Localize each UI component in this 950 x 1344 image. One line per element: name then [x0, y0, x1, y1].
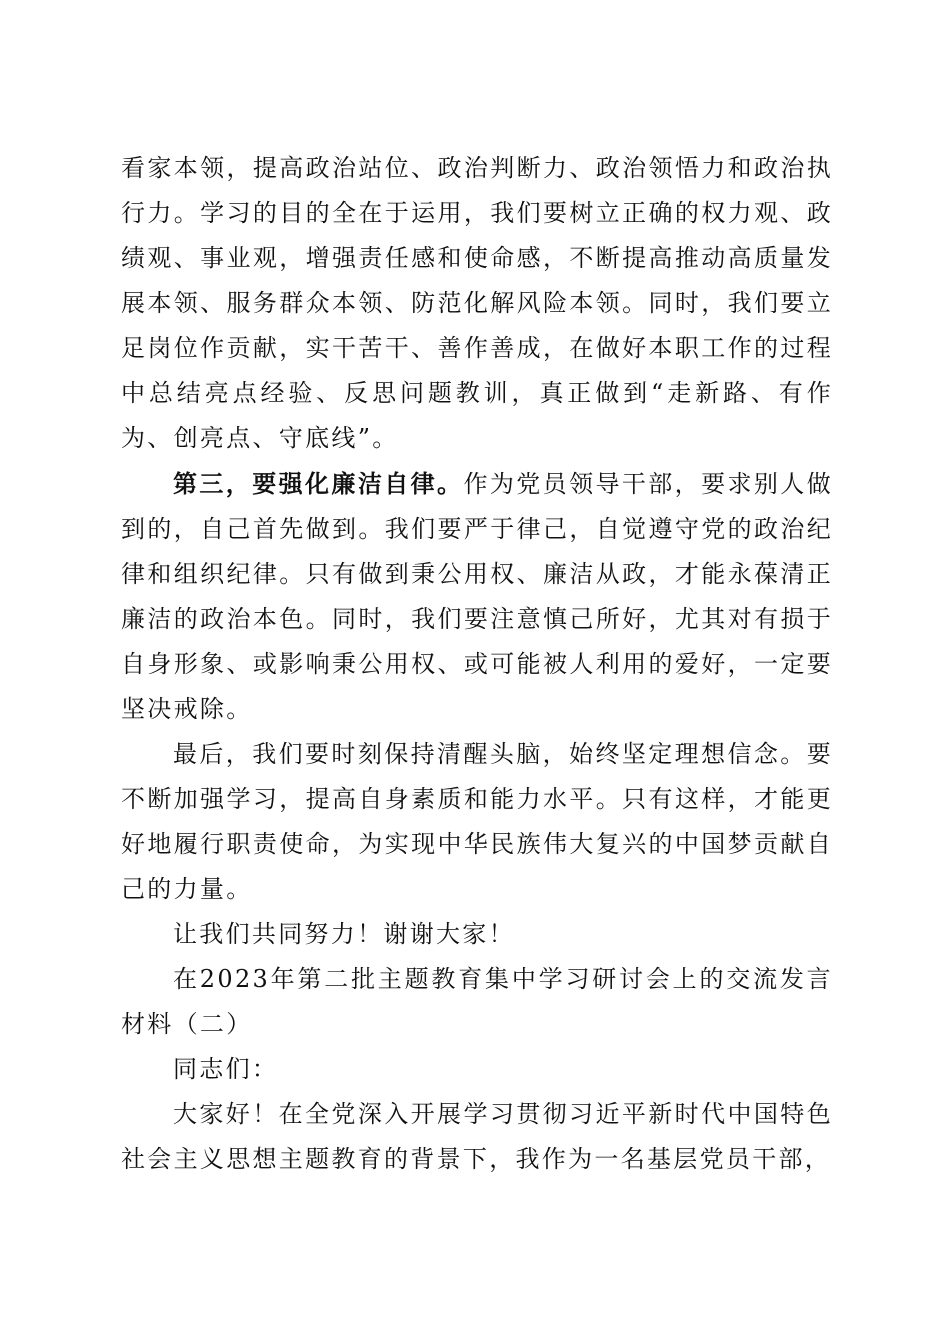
paragraph-opening — [121, 1092, 833, 1182]
paragraph-continuation — [121, 146, 833, 461]
paragraph-text: 作为党员领导干部，要求别人做到的，自己首先做到。我们要严于律己，自觉遵守党的政治纪律和组织纪律。只有做到秉公用权、廉洁从政，才能永葆清正廉洁的政治本色。同时，我们要注意慎己所好，尤其对有损于自身形象、或影响秉公用权、或可能被人利用的爱好，一定要坚决戒除。 — [121, 470, 833, 723]
subtitle-text: 在2023年第二批主题教育集中学习研讨会上的交流发言材料（二） — [121, 965, 833, 1038]
paragraph-text: 最后，我们要时刻保持清醒头脑，始终坚定理想信念。要不断加强学习，提高自身素质和能力水平。只有这样，才能更好地履行职责使命，为实现中华民族伟大复兴的中国梦贡献自己的力量。 — [121, 740, 833, 903]
paragraph-closing — [121, 912, 833, 957]
paragraph-text: 看家本领，提高政治站位、政治判断力、政治领悟力和政治执行力。学习的目的全在于运用，我们要树立正确的权力观、政绩观、事业观，增强责任感和使命感，不断提高推动高质量发展本领、服务群众本领、防范化解风险本领。同时，我们要立足岗位作贡献，实干苦干、善作善成，在做好本职工作的过程中总结亮点经验、反思问题教训，真正做到“走新路、有作为、创亮点、守底线”。 — [121, 154, 833, 452]
salutation-text: 同志们： — [173, 1055, 279, 1083]
paragraph-conclusion — [121, 732, 833, 912]
document-body — [121, 146, 833, 1182]
paragraph-lead-heading: 第三，要强化廉洁自律。 — [173, 469, 464, 498]
document-subtitle — [121, 957, 833, 1047]
paragraph-third-point — [121, 461, 833, 732]
paragraph-text: 大家好！在全党深入开展学习贯彻习近平新时代中国特色社会主义思想主题教育的背景下，我作为一名基层党员干部， — [121, 1100, 833, 1173]
paragraph-text: 让我们共同努力！谢谢大家！ — [173, 920, 515, 948]
salutation — [121, 1047, 833, 1092]
